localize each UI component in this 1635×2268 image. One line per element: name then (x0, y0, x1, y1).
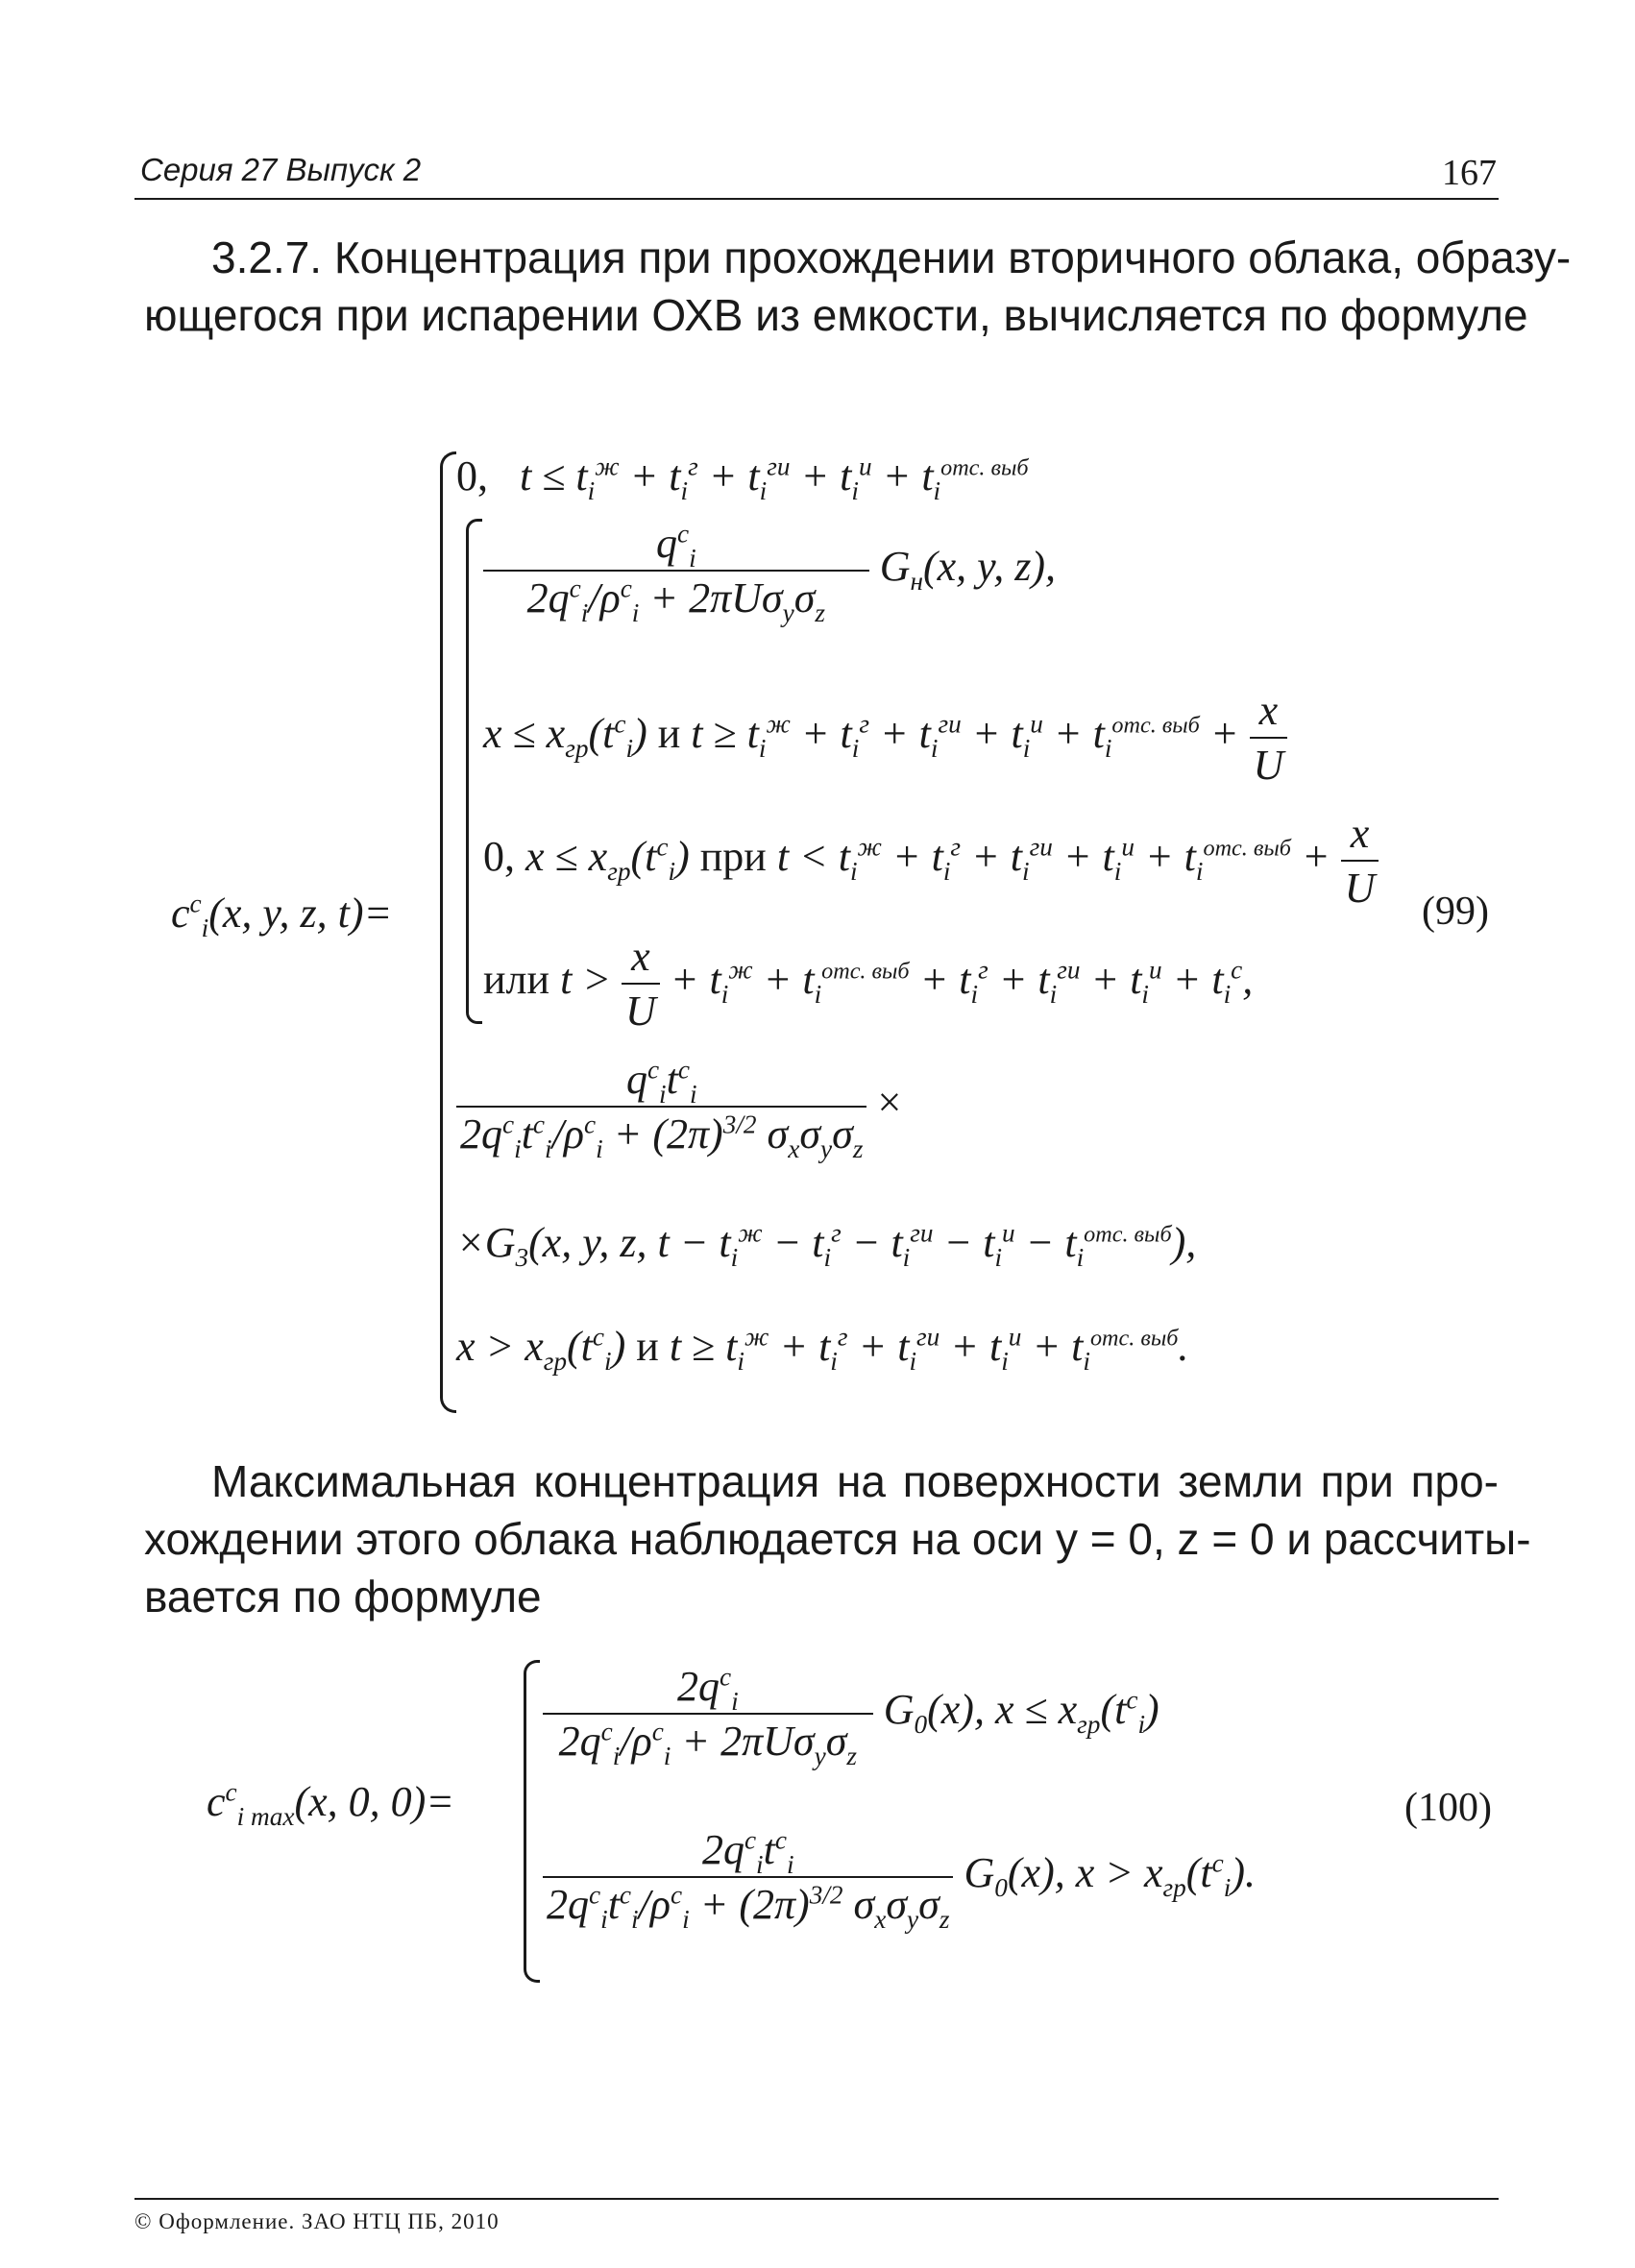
paragraph-2-line-2: хождении этого облака наблюдается на оси y = 0, z = 0 и рассчиты- (144, 1514, 1531, 1564)
formula-100-row-1: $\frac{2q^с_i}{2q^с_i/\rho^с_i + 2\pi U\sigma_y\sigma_z}$ $G_0(x)$, $x \le x_{гр}(t^с_i)$ (543, 1662, 1159, 1766)
outer-brace (440, 451, 456, 1413)
page-number: 167 (1442, 153, 1497, 193)
inner-brace (466, 519, 482, 1024)
formula-100-brace (524, 1660, 540, 1983)
section-line-1: 3.2.7. Концентрация при прохождении вторичного облака, образу- (211, 232, 1572, 282)
formula-99-row-6: $\frac{q^с_it^с_i}{2q^с_it^с_i/\rho^с_i + (2\pi)^{3/2} \sigma_x\sigma_y\sigma_z}$ × (456, 1055, 901, 1158)
formula-99-row-8: $x > x_{гр}(t^с_i)$ и $t \ge t_i^ж + t_i^г + t_i^{ги} + t_i^и + t_i^{отс. выб}$. (456, 1322, 1189, 1376)
paragraph-2 (144, 1452, 1531, 1625)
equation-number-99: (99) (1422, 890, 1489, 934)
formula-99-row-2: $\frac{q^с_i}{2q^с_i/\rho^с_i + 2\pi U\sigma_y\sigma_z}$ $G_н(x$, y, z), (483, 519, 1056, 622)
paragraph-2-line-3: вается по формуле (144, 1572, 542, 1622)
header-rule (134, 198, 1499, 200)
section-line-2: ющегося при испарении ОХВ из емкости, вычисляется по формуле (144, 290, 1528, 340)
series-title: Серия 27 Выпуск 2 (140, 152, 422, 187)
copyright-text: © Оформление. ЗАО НТЦ ПБ, 2010 (134, 2209, 500, 2233)
formula-99-row-4: 0, $x \le x_{гр}(t^с_i)$ при $t < t_i^ж + t_i^г + t_i^{ги} + t_i^и + t_i^{отс. выб}$ + $\frac{x}{U}$ (483, 809, 1379, 913)
formula-99-lhs: $c^с_i(x$, y, z, t)= (171, 889, 393, 942)
formula-100-lhs: $c^с_{i max}(x$, 0, 0)= (207, 1777, 454, 1831)
formula-99-row-7: $\times G_3(x$, y, z, $t - t_i^ж - t_i^г - t_i^{ги} - t_i^и - t_i^{отс. выб}$), (456, 1218, 1197, 1272)
formula-99-row-5: или t > $\frac{x}{U}$ + $t_i^ж + t_i^{отс. выб} + t_i^г + t_i^{ги} + t_i^и + t_i^с$, (483, 933, 1254, 1035)
page-footer (134, 2198, 1499, 2234)
formula-99-row-3: $x \le x_{гр}(t^с_i)$ и $t \ge t_i^ж + t_i^г + t_i^{ги} + t_i^и + t_i^{отс. выб}$ + $\frac{x}{U}$ (483, 686, 1287, 790)
equation-number-100: (100) (1404, 1786, 1492, 1830)
formula-99-row-1: 0, $t \le t_i^ж + t_i^г + t_i^{ги} + t_i^и + t_i^{отс. выб}$ (456, 451, 1029, 505)
page-header (134, 146, 1499, 196)
footer-rule (134, 2198, 1499, 2200)
formula-100-row-2: $\frac{2q^с_it^с_i}{2q^с_it^с_i/\rho^с_i + (2\pi)^{3/2} \sigma_x\sigma_y\sigma_z}$ $G_0(x)$, $x > x_{гр}(t^с_i)$. (543, 1825, 1256, 1929)
section-paragraph (144, 229, 1572, 344)
paragraph-2-line-1: Максимальная концентрация на поверхности земли при про- (211, 1456, 1499, 1506)
